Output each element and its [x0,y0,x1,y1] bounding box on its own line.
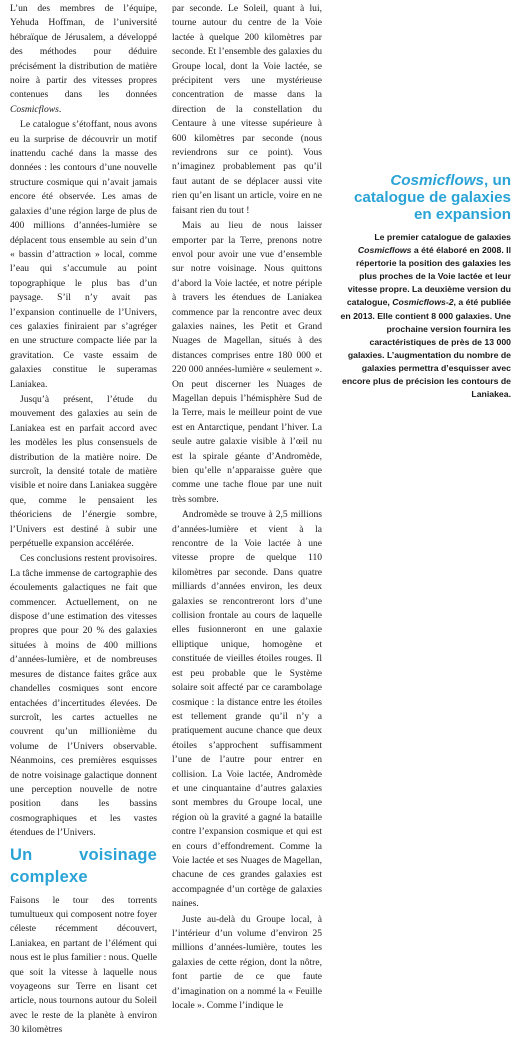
sidebar-box [339,172,511,402]
paragraph-text: . [58,103,62,115]
sidebar-text: , a été publiée en 2013. Elle contient 8 000 galaxies. Une prochaine version fournira les caractéristiques de près de 13 000 galaxies. L’augmentation du nombre de galaxies permettra d’esquisser avec encore plus de précision les contours de Laniakea. [340,297,511,400]
sidebar-body [339,231,511,402]
paragraph: Andromède se trouve à 2,5 millions d’années-lumière et vient à la rencontre de la Voie lactée à une vitesse propre de quelque 110 kilomètres par seconde. Dans quatre milliards d’années environ, les deux galaxies se rencontreront lors d’une collision frontale au cours de laquelle elles fusionneront en une galaxie elliptique unique, homogène et constituée de vieilles étoiles rouges. Il est peu probable que le Système solaire soit affecté par ce carambolage cosmique : la distance entre les étoiles est tellement grande qu’il n’y a pratiquement aucune chance que deux étoiles s’approchent suffisamment l’une de l’autre pour entrer en collision. La Voie lactée, Andromède et une cinquantaine d’autres galaxies sont membres du Groupe local, une région où la gravité a gagné la bataille contre l’expansion cosmique et qui est en cours d’effondrement. Comme la Voie lactée et ses Nuages de Magellan, chacune de ces grandes galaxies est accompagnée d’un cortège de galaxies naines. [172,509,322,910]
sidebar-text: Le premier catalogue de galaxies [374,231,511,242]
sidebar-text: a été élaboré en 2008. Il répertorie la position des galaxies les plus proches de la Voie lactée et leur vitesse propre. La deuxième version du catalogue, [346,244,511,308]
catalog-name: Cosmicflows [357,244,412,255]
paragraph-text: L’un des membres de l’équipe, Yehuda Hoffman, de l’université hébraïque de Jérusalem, a développé des méthodes pour déduire précisément la distribution de matière noire à partir des vitesses propres contenues dans les données [10,3,157,101]
section-heading: Un voisinage complexe [10,845,157,886]
article-column-left [10,2,157,1038]
catalog-name: Cosmicflows [10,103,59,115]
paragraph: par seconde. Le Soleil, quant à lui, tourne autour du centre de la Voie lactée à quelque 200 kilomètres par seconde. Et l’ensemble des galaxies du Groupe local, dont la Voie lactée, se précipitent vers une mystérieuse concentration de masse dans la direction de la constellation du Centaure à une vitesse supérieure à 600 kilomètres par seconde (nous reviendrons sur ce point). Vous n’imaginez probablement pas qu’il faut autant de se déplacer aussi vite rien qu’en lisant un article, voire en ne faisant rien du tout ! [172,3,322,216]
paragraph: Le catalogue s’étoffant, nous avons eu la surprise de découvrir un motif inattendu caché dans la masse des données : les contours d’une nouvelle structure cosmique qui n’avait jamais encore été observée. Les amas de galaxies d’une région large de plus de 400 millions d’années-lumière se déplacent tous ensemble au sein d’un « bassin d’attraction » local, comme l’eau qui s’accumule au point topographique le plus bas d’un paysage. S’il n’y avait pas l’expansion continuelle de l’Univers, ces galaxies finiraient par s’agréger en une structure compacte liée par la gravitation. Ce vaste essaim de galaxies constitue le superamas Laniakea. [10,119,157,390]
paragraph: Juste au-delà du Groupe local, à l’intérieur d’un volume d’environ 25 millions d’années-lumière, toutes les galaxies de cette région, dont la nôtre, font partie de ce que faute d’imagination on a nommé la « Feuille locale ». Comme l’indique le [172,913,322,1012]
paragraph: Jusqu’à présent, l’étude du mouvement des galaxies au sein de Laniakea est en parfait accord avec les modèles les plus consensuels de distribution de la matière noire. De surcroît, la densité totale de matière visible et noire dans Laniakea suggère que, comme le pensaient les théoriciens de l’énergie sombre, l’Univers est destiné à subir une perpétuelle expansion accélérée. [10,393,157,550]
paragraph: Mais au lieu de nous laisser emporter par la Terre, prenons notre envol pour avoir une vue d’ensemble sur notre voisinage. Nous quittons d’abord la Voie lactée, et notre périple à travers les étendues de Laniakea commence par la rencontre avec deux galaxies naines, les Petit et Grand Nuages de Magellan, situés à des distances comprises entre 180 000 et 220 000 années-lumière « seulement ». On peut discerner les Nuages de Magellan depuis l’hémisphère Sud de la Terre, mais le meilleur point de vue est en Antarctique, pendant l’hiver. La seule autre galaxie visible à l’œil nu est la spirale géante d’Andromède, bien qu’elle n’apparaisse guère que comme une tache floue par une nuit très sombre. [172,220,322,505]
catalog-name: Cosmicflows [390,172,484,189]
paragraph: Faisons le tour des torrents tumultueux qui composent notre foyer céleste récemment découvert, Laniakea, en partant de l’élément qui nous est le plus familier : nous. Quelle que soit la vitesse à laquelle nous voyageons sur Terre en lisant cet article, nous tournons autour du Soleil avec le reste de la planète à environ 30 kilomètres [10,894,157,1036]
paragraph [10,2,157,117]
sidebar-title [339,172,511,224]
catalog-name: Cosmicflows-2 [392,297,454,308]
article-column-middle [172,2,322,1013]
paragraph: Ces conclusions restent provisoires. La tâche immense de cartographie des écoulements galactiques ne fait que commencer. Actuellement, on ne dispose d’une estimation des vitesses propres que pour 20 % des galaxies situées à moins de 400 millions d’années-lumière, et de nombreuses mesures de distance faites grâce aux chandelles cosmiques sont encore entachées d’incertitudes élevées. De surcroît, les cartes actuelles ne couvrent qu’un millionième du volume de l’Univers observable. Néanmoins, ces premières esquisses de notre voisinage galactique donnent une perception nouvelle de notre position dans les bassins cosmographiques et les vastes étendues de l’Univers. [10,553,157,839]
sidebar-title-text: , un catalogue de galaxies en expansion [353,172,511,224]
